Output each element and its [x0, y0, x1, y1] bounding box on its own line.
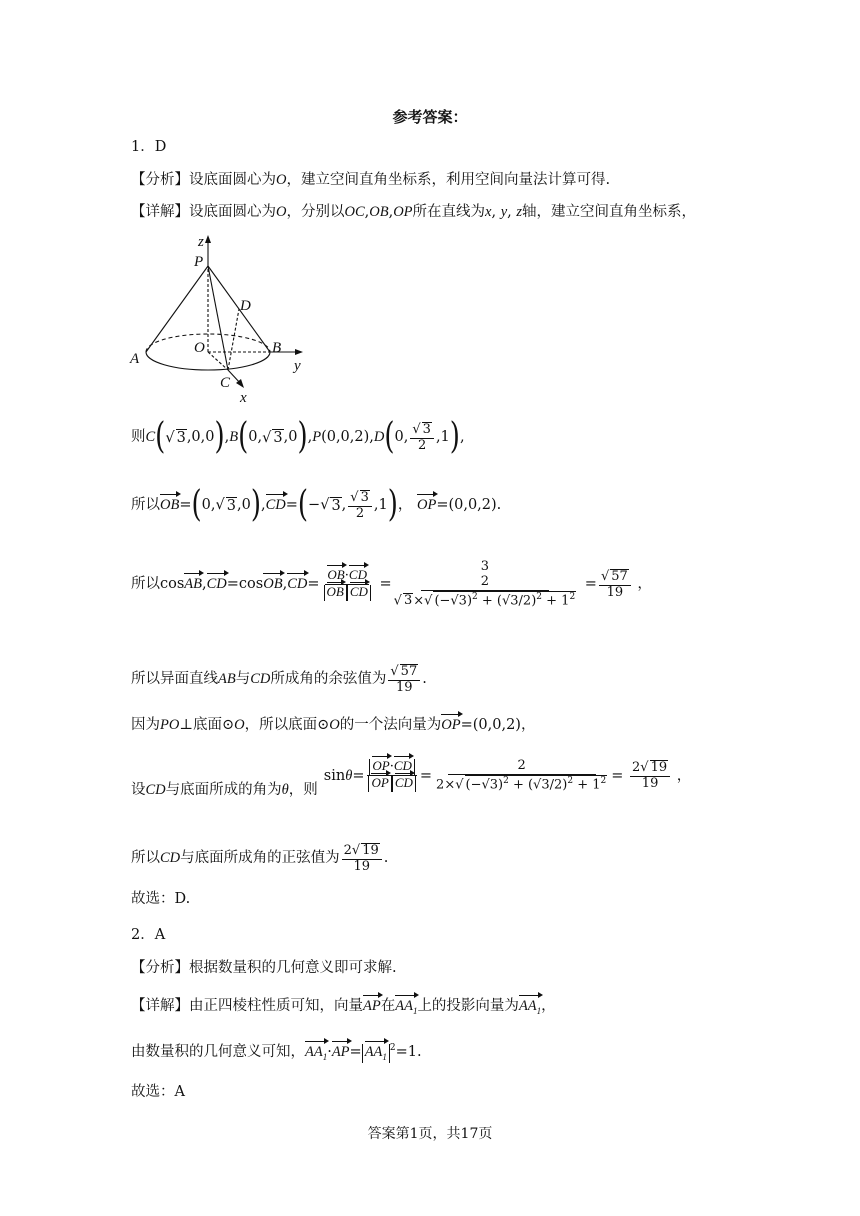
base-front-arc	[146, 352, 270, 370]
q1-detail: 【详解】设底面圆心为O，分别以OC,OB,OP所在直线为x, y, z轴，建立空间直角坐标系，	[131, 204, 697, 220]
q2-number: 2．A	[131, 927, 166, 943]
q2-choose: 故选：A	[131, 1084, 185, 1100]
q2-dot: 由数量积的几何意义可知，$AA_1\cdot AP= AA_1^2=1$.	[131, 1043, 422, 1062]
q2-analysis: 【分析】根据数量积的几何意义即可求解.	[131, 960, 397, 976]
q1-number: 1．D	[131, 139, 167, 155]
q1-coords: 则 C ( √ 3 ,0,0 ) , B ( 0, √ 3 ,0 ) , P (0,0,2), D ( 0, $\frac{√ 3}{2}$ ,1 ) ,	[131, 416, 465, 459]
cone-figure	[128, 232, 318, 407]
z-arrow-icon	[205, 235, 211, 243]
q1-choose: 故选：D.	[131, 891, 191, 907]
label-y: y	[294, 358, 301, 374]
q2-detail: 【详解】由正四棱柱性质可知，向量AP在$AA_1$上的投影向量为$AA_1$，	[131, 998, 556, 1016]
q1-cos-result: 所以异面直线 AB 与 CD 所成角的余弦值为 $\frac{√ 57}{19}$ .	[131, 664, 427, 695]
label-B: B	[272, 340, 282, 356]
label-O: O	[194, 340, 205, 356]
y-arrow-icon	[295, 349, 303, 355]
page-footer: 答案第1页，共17页	[367, 1126, 493, 1142]
q1-sin-result: 所以 CD 与底面所成角的正弦值为 $\frac{2√ 19}{19}$ .	[131, 843, 389, 874]
label-D: D	[240, 298, 251, 314]
segment-CD	[228, 309, 239, 370]
label-x: x	[240, 390, 247, 406]
label-z: z	[198, 234, 204, 250]
page-title: 参考答案：	[392, 108, 468, 126]
label-P: P	[194, 254, 204, 270]
q1-vectors: 所以 OB = ( 0,√ 3 ,0 ) , CD = ( −√ 3 , $\frac{√ 3}{2}$ ,1 ) ， OP =(0,0,2).	[131, 484, 502, 527]
line-PC	[208, 266, 228, 370]
q1-cos-formula: 所以cos AB , CD =cos OB , CD = $\frac{OB\cdot CD}{\text{OB CD}}$ = 3 2 √ 3×√ $(-√3)^2 + (√3/2)^2 + 1^2$ = $\frac{√ 57}{19}$ ，	[131, 559, 652, 609]
label-A: A	[130, 351, 140, 367]
q1-normal: 因为PO⊥底面⊙O，所以底面⊙O的一个法向量为OP=(0,0,2)，	[131, 717, 536, 733]
label-C: C	[220, 375, 231, 391]
q1-analysis: 【分析】设底面圆心为O，建立空间直角坐标系，利用空间向量法计算可得.	[131, 172, 611, 188]
q1-sin-formula: 设CD与底面所成的角为θ，则 sinθ= $\frac{OP\cdot CD}{\text{OP CD}}$ = $\frac{2}{2\times√ (-√3)^2 + (√3/2)^2 + 1^2}$ = $\frac{2√ 19}{19}$ ，	[131, 757, 692, 798]
